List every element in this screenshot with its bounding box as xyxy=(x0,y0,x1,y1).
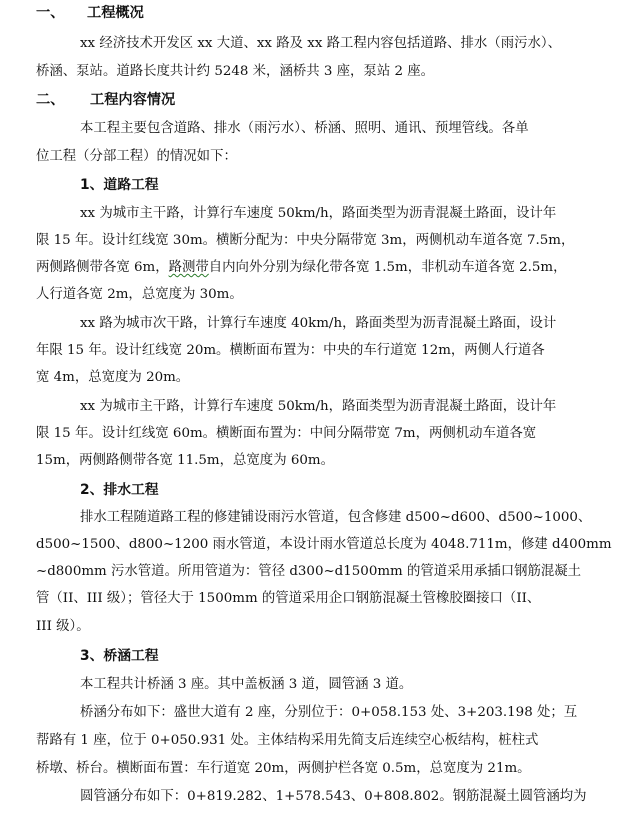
road-p2-line-2: 年限 15 年。设计红线宽 20m。横断面布置为：中央的车行道宽 12m，两侧人行道各 xyxy=(36,343,545,358)
road-p1-line-3-a: 两侧路侧带各宽 6m， xyxy=(36,260,169,275)
drainage-heading: 2、排水工程 xyxy=(80,482,159,498)
road-p1-line-3 xyxy=(36,260,566,276)
road-p3-line-3: 15m，两侧路侧带各宽 11.5m，总宽度为 60m。 xyxy=(36,453,334,468)
section-2-intro-2: 位工程（分部工程）的情况如下： xyxy=(36,149,237,164)
section-1-line-2: 桥涵、泵站。道路长度共计约 5248 米，涵桥共 3 座，泵站 2 座。 xyxy=(36,64,435,79)
bridge-p2-line-3: 桥墩、桥台。横断面布置：车行道宽 20m，两侧护栏各宽 0.5m，总宽度为 21m。 xyxy=(36,761,531,776)
road-p3-line-1: xx 为城市主干路，计算行车速度 50km/h，路面类型为沥青混凝土路面，设计年 xyxy=(80,399,557,414)
section-2-number: 二、 xyxy=(36,92,65,108)
bridge-p2-line-2: 帮路有 1 座，位于 0+050.931 处。主体结构采用先简支后连续空心板结构，桩柱式 xyxy=(36,733,539,748)
bridge-p1: 本工程共计桥涵 3 座。其中盖板涵 3 道，圆管涵 3 道。 xyxy=(80,677,413,692)
bridge-heading: 3、桥涵工程 xyxy=(80,648,159,664)
section-1-number: 一、 xyxy=(36,5,65,21)
road-p1-line-2: 限 15 年。设计红线宽 30m。横断分配为：中央分隔带宽 3m，两侧机动车道各宽 7.5m， xyxy=(36,233,575,248)
section-2-intro-1: 本工程主要包含道路、排水（雨污水）、桥涵、照明、通讯、预埋管线。各单 xyxy=(80,121,529,136)
road-heading: 1、道路工程 xyxy=(80,177,159,193)
road-p2-line-1: xx 路为城市次干路，计算行车速度 40km/h，路面类型为沥青混凝土路面，设计 xyxy=(80,316,557,331)
drainage-line-3: ~d800mm 污水管道。所用管道为：管径 d300~d1500mm 的管道采用承插口钢筋混凝土 xyxy=(36,564,582,579)
road-p1-line-4: 人行道各宽 2m，总宽度为 30m。 xyxy=(36,287,243,302)
section-2-title: 工程内容情况 xyxy=(90,92,176,108)
typo-underlined-word: 路测带 xyxy=(168,260,209,275)
drainage-line-5: III 级）。 xyxy=(36,619,90,634)
section-1-line-1: xx 经济技术开发区 xx 大道、xx 路及 xx 路工程内容包括道路、排水（雨污水）、 xyxy=(80,36,561,51)
bridge-p3-line-1: 圆管涵分布如下：0+819.282、1+578.543、0+808.802。钢筋混凝土圆管涵均为 xyxy=(80,789,587,804)
drainage-line-2: d500~1500、d800~1200 雨水管道，本设计雨水管道总长度为 4048.711m，修建 d400mm xyxy=(36,537,612,552)
road-p1-line-1: xx 为城市主干路，计算行车速度 50km/h，路面类型为沥青混凝土路面，设计年 xyxy=(80,206,557,221)
drainage-line-4: 管（II、III 级）；管径大于 1500mm 的管道采用企口钢筋混凝土管橡胶圈接口（II、 xyxy=(36,591,541,606)
road-p3-line-2: 限 15 年。设计红线宽 60m。横断面布置为：中间分隔带宽 7m，两侧机动车道各宽 xyxy=(36,426,537,441)
road-p2-line-3: 宽 4m，总宽度为 20m。 xyxy=(36,370,190,385)
road-p1-line-3-c: 自内向外分别为绿化带各宽 1.5m，非机动车道各宽 2.5m， xyxy=(208,260,567,275)
section-1-title: 工程概况 xyxy=(87,5,144,21)
bridge-p2-line-1: 桥涵分布如下：盛世大道有 2 座，分别位于：0+058.153 处、3+203.198 处；互 xyxy=(80,705,578,720)
drainage-line-1: 排水工程随道路工程的修建铺设雨污水管道，包含修建 d500~d600、d500~1000、 xyxy=(80,510,592,525)
